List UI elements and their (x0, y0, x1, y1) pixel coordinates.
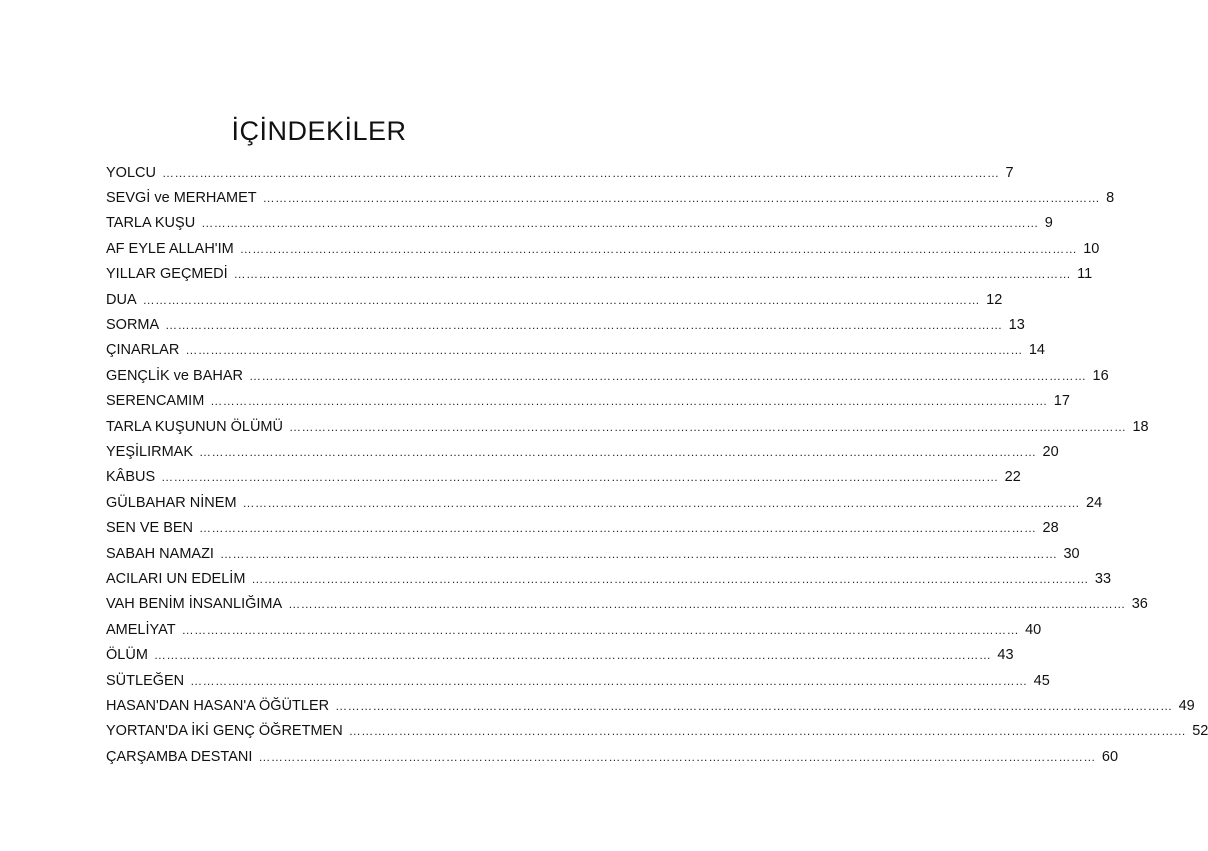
toc-entry (106, 363, 1109, 388)
toc-entry-page-number: 30 (1063, 545, 1080, 562)
toc-entry-title: SEN VE BEN (106, 520, 194, 537)
toc-entry-page-number: 33 (1094, 570, 1112, 587)
toc-entry-page-number: 14 (1028, 342, 1045, 359)
toc-dot-leader: ………………………………………………………………………………………………………………………………………………………………………………… (185, 343, 1023, 358)
toc-entry-title: GÜLBAHAR NİNEM (106, 494, 237, 511)
toc-dot-leader: ………………………………………………………………………………………………………………………………………………………………………………… (348, 724, 1187, 739)
toc-entry-title: ÖLÜM (106, 647, 148, 664)
toc-entry (106, 515, 1059, 540)
toc-entry-page-number: 22 (1004, 469, 1021, 486)
toc-entry (106, 262, 1093, 287)
toc-entry (106, 287, 1003, 312)
toc-entry (106, 439, 1059, 464)
toc-entry (106, 490, 1103, 515)
toc-entry-page-number: 16 (1092, 367, 1109, 384)
toc-dot-leader: ………………………………………………………………………………………………………………………………………………………………………………… (190, 673, 1028, 688)
toc-entry-title: SÜTLEĞEN (106, 672, 185, 689)
toc-entry (106, 338, 1045, 363)
toc-entry-page-number: 9 (1044, 215, 1053, 232)
toc-entry-title: HASAN'DAN HASAN'A ÖĞÜTLER (106, 697, 330, 714)
toc-entry (106, 160, 1014, 185)
toc-entry-page-number: 24 (1086, 494, 1103, 511)
toc-entry (106, 693, 1195, 718)
toc-entry (106, 744, 1119, 769)
toc-entry-page-number: 40 (1025, 621, 1042, 638)
toc-entry-page-number: 10 (1083, 240, 1100, 257)
toc-entry-title: TARLA KUŞU (106, 215, 196, 232)
toc-entry-title: YEŞİLIRMAK (106, 443, 194, 460)
toc-entry (106, 617, 1042, 642)
toc-entry-title: AF EYLE ALLAH'IM (106, 240, 234, 257)
toc-dot-leader: ………………………………………………………………………………………………………………………………………………………………………………… (210, 394, 1048, 409)
toc-entry-page-number: 43 (997, 647, 1014, 664)
toc-entry-page-number: 8 (1106, 190, 1115, 207)
toc-entry-page-number: 13 (1008, 317, 1025, 334)
toc-entry (106, 185, 1115, 210)
toc-dot-leader: ………………………………………………………………………………………………………………………………………………………………………………… (288, 597, 1126, 612)
toc-entry-title: ÇARŞAMBA DESTANI (106, 748, 253, 765)
toc-entry-page-number: 17 (1053, 393, 1070, 410)
toc-entry-title: YILLAR GEÇMEDİ (106, 266, 228, 283)
toc-entry-title: ÇINARLAR (106, 342, 180, 359)
toc-entry-title: KÂBUS (106, 469, 156, 486)
toc-entry-title: VAH BENİM İNSANLIĞIMA (106, 596, 283, 613)
toc-entry (106, 592, 1148, 617)
toc-dot-leader: ………………………………………………………………………………………………………………………………………………………………………………… (288, 419, 1127, 434)
toc-entry-page-number: 7 (1005, 164, 1014, 181)
toc-entry (106, 211, 1053, 236)
toc-entry-title: SORMA (106, 317, 160, 334)
toc-dot-leader: ………………………………………………………………………………………………………………………………………………………………………………… (142, 292, 981, 307)
toc-entry-title: SERENCAMIM (106, 393, 205, 410)
toc-dot-leader: ………………………………………………………………………………………………………………………………………………………………………………… (258, 749, 1096, 764)
toc-dot-leader: ………………………………………………………………………………………………………………………………………………………………………………… (251, 571, 1089, 586)
toc-dot-leader: ………………………………………………………………………………………………………………………………………………………………………………… (201, 216, 1039, 231)
toc-dot-leader: ………………………………………………………………………………………………………………………………………………………………………………… (181, 622, 1020, 637)
toc-dot-leader: ………………………………………………………………………………………………………………………………………………………………………………… (199, 521, 1037, 536)
table-of-contents (106, 160, 1208, 769)
toc-entry-page-number: 49 (1178, 697, 1195, 714)
toc-entry-page-number: 45 (1033, 672, 1050, 689)
toc-entry (106, 642, 1014, 667)
toc-dot-leader: ………………………………………………………………………………………………………………………………………………………………………………… (153, 648, 992, 663)
toc-entry-page-number: 52 (1192, 723, 1208, 740)
toc-entry-title: GENÇLİK ve BAHAR (106, 367, 243, 384)
toc-entry-title: SABAH NAMAZI (106, 545, 214, 562)
toc-entry-page-number: 60 (1101, 748, 1119, 765)
toc-entry (106, 312, 1025, 337)
toc-dot-leader: ………………………………………………………………………………………………………………………………………………………………………………… (239, 241, 1078, 256)
toc-dot-leader: ………………………………………………………………………………………………………………………………………………………………………………… (335, 698, 1173, 713)
page-title: İÇİNDEKİLER (231, 116, 407, 146)
toc-dot-leader: ………………………………………………………………………………………………………………………………………………………………………………… (262, 191, 1101, 206)
toc-dot-leader: ………………………………………………………………………………………………………………………………………………………………………………… (242, 495, 1081, 510)
toc-entry-title: YOLCU (106, 164, 156, 181)
toc-dot-leader: ………………………………………………………………………………………………………………………………………………………………………………… (161, 165, 1000, 180)
toc-entry (106, 541, 1080, 566)
toc-entry-page-number: 12 (986, 291, 1003, 308)
toc-entry-title: AMELİYAT (106, 621, 176, 638)
toc-entry-page-number: 28 (1042, 520, 1059, 537)
toc-dot-leader: ………………………………………………………………………………………………………………………………………………………………………………… (161, 470, 999, 485)
toc-dot-leader: ………………………………………………………………………………………………………………………………………………………………………………… (233, 267, 1072, 282)
toc-entry-page-number: 20 (1042, 443, 1059, 460)
toc-entry-title: YORTAN'DA İKİ GENÇ ÖĞRETMEN (106, 723, 343, 740)
toc-entry-title: SEVGİ ve MERHAMET (106, 190, 257, 207)
toc-entry-title: TARLA KUŞUNUN ÖLÜMÜ (106, 418, 283, 435)
toc-entry-title: ACILARI UN EDELİM (106, 570, 246, 587)
toc-dot-leader: ………………………………………………………………………………………………………………………………………………………………………………… (165, 318, 1003, 333)
toc-entry (106, 566, 1112, 591)
toc-entry-page-number: 11 (1077, 266, 1093, 283)
toc-entry (106, 465, 1021, 490)
toc-entry-page-number: 36 (1131, 596, 1148, 613)
toc-dot-leader: ………………………………………………………………………………………………………………………………………………………………………………… (219, 546, 1058, 561)
toc-dot-leader: ………………………………………………………………………………………………………………………………………………………………………………… (199, 444, 1037, 459)
toc-entry-title: DUA (106, 291, 137, 308)
toc-entry (106, 719, 1208, 744)
toc-entry (106, 668, 1050, 693)
toc-entry-page-number: 18 (1132, 418, 1149, 435)
toc-entry (106, 389, 1070, 414)
toc-entry (106, 414, 1149, 439)
toc-dot-leader: ………………………………………………………………………………………………………………………………………………………………………………… (249, 368, 1087, 383)
toc-entry (106, 236, 1100, 261)
